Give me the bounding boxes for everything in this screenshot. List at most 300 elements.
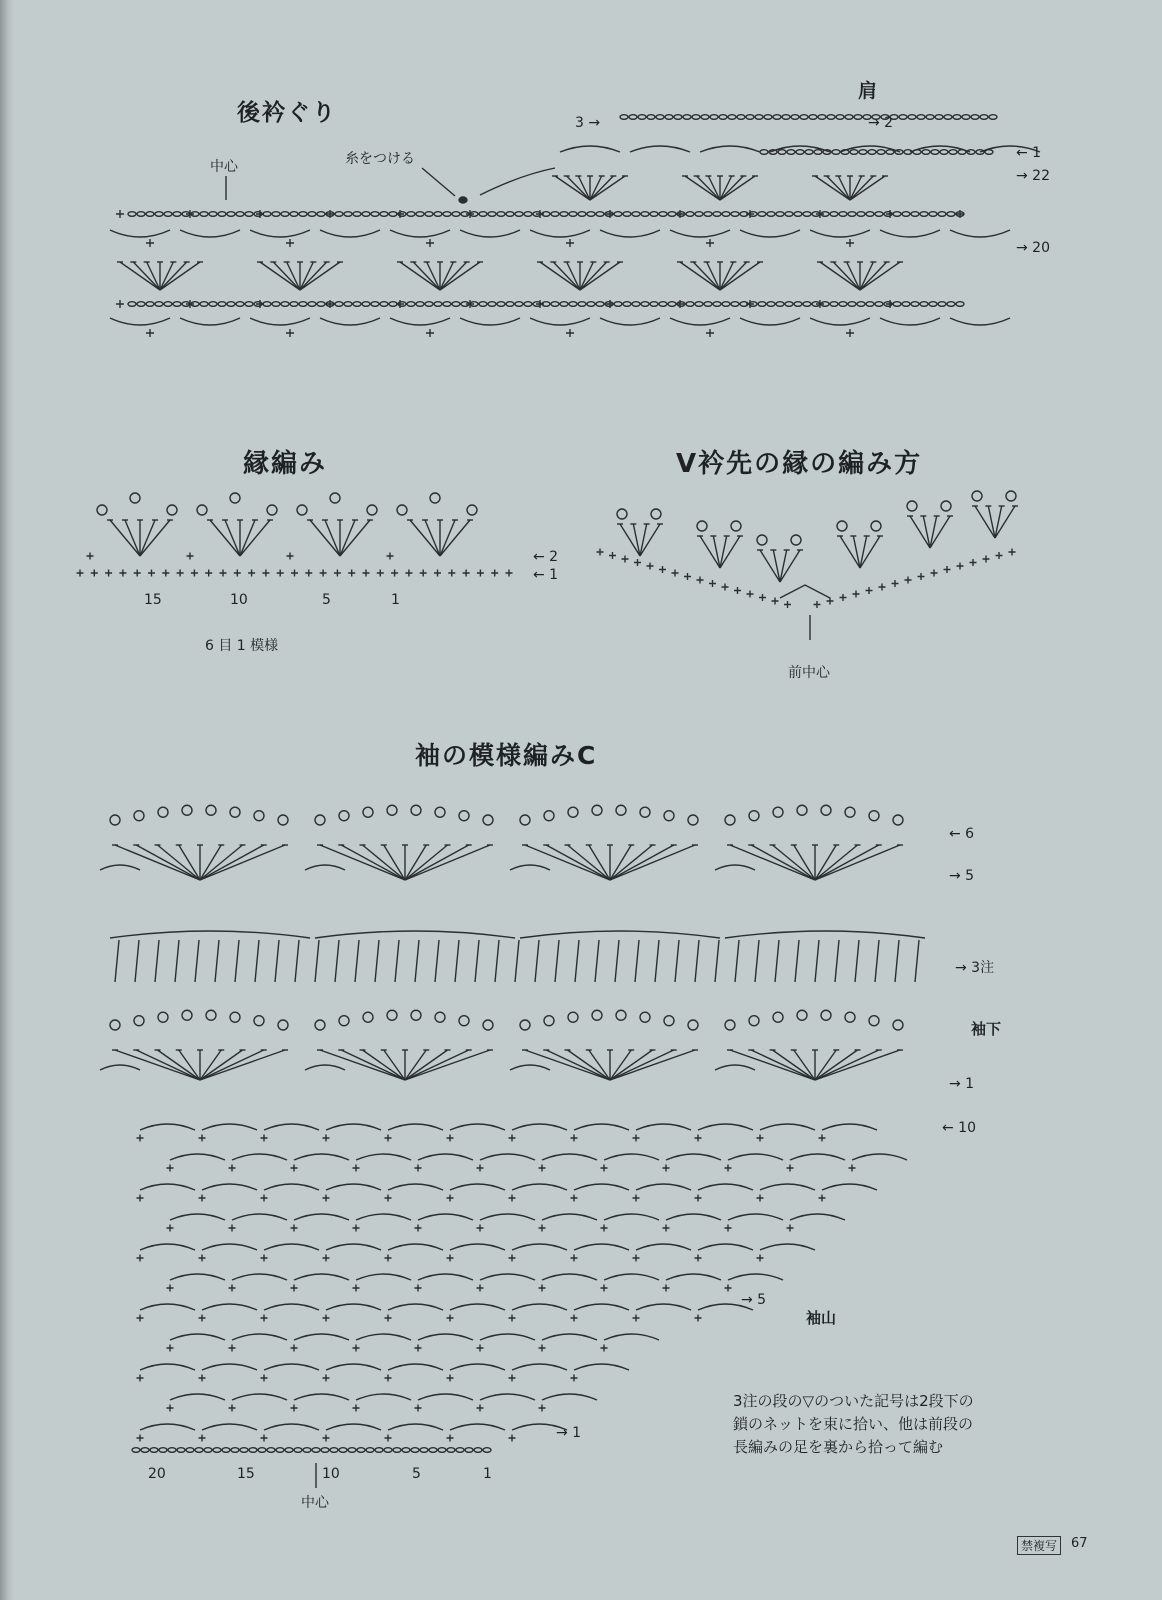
double-crochet-mark: [833, 262, 860, 290]
chain-arch: [810, 230, 870, 237]
chain-arch: [326, 1184, 381, 1190]
chain-mark: [710, 115, 718, 120]
single-crochet-mark: [229, 1285, 236, 1292]
chain-arch: [356, 1154, 411, 1160]
chain-arch: [232, 1334, 287, 1340]
single-crochet-mark: [447, 1435, 454, 1442]
picot-mark: [435, 807, 445, 817]
double-crochet-mark: [525, 1050, 610, 1080]
double-crochet-mark: [225, 520, 240, 556]
chain-mark: [949, 150, 957, 155]
chain-mark: [596, 302, 604, 307]
chain-arch: [480, 1334, 535, 1340]
chain-mark: [245, 212, 253, 217]
chain-mark: [841, 150, 849, 155]
chain-arch: [512, 1364, 567, 1370]
sleeve-stitch-number: 1: [483, 1466, 492, 1482]
chain-mark: [578, 212, 586, 217]
single-crochet-mark: [177, 570, 184, 577]
chain-arch: [950, 230, 1010, 237]
chain-mark: [263, 212, 271, 217]
single-crochet-mark: [261, 1255, 268, 1262]
edging-stitch-number: 15: [144, 592, 162, 608]
single-crochet-mark: [146, 239, 154, 247]
picot-mark: [821, 1010, 831, 1020]
single-crochet-mark: [506, 570, 513, 577]
picot-mark: [520, 1020, 530, 1030]
chain-arch: [728, 1274, 783, 1280]
double-crochet-mark: [815, 1050, 858, 1080]
single-crochet-mark: [261, 1375, 268, 1382]
single-crochet-mark: [944, 566, 951, 573]
sleeve-row-label: ← 10: [942, 1120, 976, 1136]
chain-mark: [353, 212, 361, 217]
single-crochet-mark: [447, 1195, 454, 1202]
back-neck-chart: [110, 115, 1040, 337]
chain-mark: [758, 212, 766, 217]
sleeve-title: 袖の模様編みC: [415, 741, 598, 770]
chain-mark: [731, 212, 739, 217]
single-crochet-mark: [477, 1285, 484, 1292]
back-neck-center-label: 中心: [210, 159, 238, 175]
chain-mark: [506, 302, 514, 307]
chain-mark: [258, 1448, 266, 1453]
picot-mark: [972, 491, 982, 501]
double-crochet-mark: [795, 940, 799, 982]
chain-mark: [362, 212, 370, 217]
chain-arch: [294, 1274, 349, 1280]
chain-mark: [164, 212, 172, 217]
single-crochet-mark: [509, 1255, 516, 1262]
double-crochet-mark: [140, 520, 170, 556]
picot-mark: [845, 807, 855, 817]
chain-arch: [604, 1154, 659, 1160]
chain-arch: [100, 865, 140, 870]
single-crochet-mark: [277, 570, 284, 577]
single-crochet-mark: [434, 570, 441, 577]
single-crochet-mark: [957, 563, 964, 570]
double-crochet-mark: [115, 1050, 200, 1080]
chain-arch: [180, 230, 240, 237]
chain-arch: [512, 1184, 567, 1190]
picot-mark: [97, 505, 107, 515]
chain-arch: [530, 230, 590, 237]
picot-mark: [315, 815, 325, 825]
single-crochet-mark: [291, 1285, 298, 1292]
chain-mark: [773, 115, 781, 120]
chain-mark: [956, 302, 964, 307]
single-crochet-mark: [167, 1225, 174, 1232]
single-crochet-mark: [787, 1165, 794, 1172]
single-crochet-mark: [353, 1285, 360, 1292]
single-crochet-mark: [634, 559, 641, 566]
chain-arch: [880, 318, 940, 325]
picot-mark: [278, 815, 288, 825]
chain-arch: [542, 1154, 597, 1160]
chain-arch: [450, 1124, 505, 1130]
chain-arch: [728, 1214, 783, 1220]
chain-mark: [281, 212, 289, 217]
picot-mark: [110, 815, 120, 825]
chain-mark: [272, 302, 280, 307]
picot-mark: [459, 1016, 469, 1026]
double-crochet-mark: [675, 940, 679, 982]
chain-mark: [380, 212, 388, 217]
chain-arch: [574, 1364, 629, 1370]
double-crochet-mark: [697, 176, 720, 200]
chain-arch: [450, 1304, 505, 1310]
double-crochet-mark: [815, 1050, 900, 1080]
chain-arch: [110, 318, 170, 325]
chain-arch: [390, 230, 450, 237]
chain-mark: [317, 212, 325, 217]
single-crochet-mark: [387, 553, 394, 560]
chain-mark: [686, 212, 694, 217]
chain-arch: [950, 318, 1010, 325]
chain-arch: [728, 1154, 783, 1160]
chain-mark: [515, 212, 523, 217]
chain-arch: [294, 1214, 349, 1220]
single-crochet-mark: [757, 1135, 764, 1142]
chain-mark: [767, 302, 775, 307]
double-crochet-mark: [546, 1050, 610, 1080]
double-crochet-mark: [200, 845, 264, 880]
chain-mark: [317, 302, 325, 307]
chain-mark: [281, 302, 289, 307]
chain-mark: [438, 1448, 446, 1453]
double-crochet-mark: [295, 940, 299, 982]
chain-arch: [852, 1154, 907, 1160]
chain-mark: [794, 212, 802, 217]
chain-arch: [530, 318, 590, 325]
chain-mark: [929, 212, 937, 217]
chain-mark: [578, 302, 586, 307]
chain-arch: [388, 1244, 443, 1250]
picot-mark: [871, 521, 881, 531]
double-crochet-mark: [405, 845, 448, 880]
picot-mark: [182, 805, 192, 815]
chain-mark: [465, 1448, 473, 1453]
single-crochet-mark: [248, 570, 255, 577]
picot-mark: [664, 1016, 674, 1026]
double-crochet-mark: [335, 940, 339, 982]
single-crochet-mark: [722, 584, 729, 591]
picot-mark: [483, 1020, 493, 1030]
chain-mark: [321, 1448, 329, 1453]
picot-mark: [130, 493, 140, 503]
single-crochet-mark: [827, 598, 834, 605]
chain-mark: [938, 212, 946, 217]
single-crochet-mark: [199, 1375, 206, 1382]
picot-mark: [278, 1020, 288, 1030]
chain-arch: [636, 1304, 691, 1310]
sleeve-row-label: → 1: [556, 1425, 582, 1441]
single-crochet-mark: [323, 1255, 330, 1262]
single-crochet-mark: [353, 1405, 360, 1412]
neck-row-label: → 2: [868, 115, 894, 131]
single-crochet-mark: [633, 1255, 640, 1262]
picot-mark: [367, 505, 377, 515]
double-crochet-mark: [827, 176, 850, 200]
double-crochet-mark: [730, 845, 815, 880]
single-crochet-mark: [199, 1435, 206, 1442]
picot-mark: [411, 805, 421, 815]
sleeve-stitch-number: 15: [237, 1466, 255, 1482]
chain-mark: [917, 115, 925, 120]
neck-row-label: → 22: [1016, 168, 1050, 184]
neck-row-label: ← 1: [1016, 145, 1042, 161]
v-point: [780, 585, 830, 598]
single-crochet-mark: [385, 1135, 392, 1142]
sleeve-stitch-number: 5: [412, 1466, 421, 1482]
double-crochet-mark: [495, 940, 499, 982]
chain-arch: [356, 1214, 411, 1220]
single-crochet-mark: [819, 1195, 826, 1202]
chain-mark: [800, 115, 808, 120]
single-crochet-mark: [840, 594, 847, 601]
picot-mark: [387, 805, 397, 815]
chain-mark: [947, 212, 955, 217]
single-crochet-mark: [491, 570, 498, 577]
chain-mark: [848, 212, 856, 217]
single-crochet-mark: [348, 570, 355, 577]
chain-mark: [893, 302, 901, 307]
chain-arch: [140, 1184, 195, 1190]
single-crochet-mark: [983, 556, 990, 563]
single-crochet-mark: [119, 570, 126, 577]
single-crochet-mark: [747, 591, 754, 598]
double-crochet-mark: [415, 940, 419, 982]
double-crochet-mark: [515, 940, 519, 982]
chain-arch: [760, 1124, 815, 1130]
chain-mark: [938, 302, 946, 307]
chain-mark: [551, 302, 559, 307]
chain-mark: [980, 115, 988, 120]
chain-arch: [170, 1394, 225, 1400]
chain-mark: [776, 302, 784, 307]
single-crochet-mark: [695, 1135, 702, 1142]
chain-mark: [209, 212, 217, 217]
chain-mark: [683, 115, 691, 120]
chain-arch: [264, 1184, 319, 1190]
edging-stitch-number: 5: [322, 592, 331, 608]
edging-stitch-number: 10: [230, 592, 248, 608]
edging-row-label: ← 1: [533, 567, 559, 583]
chain-mark: [650, 302, 658, 307]
chain-arch: [170, 1274, 225, 1280]
chain-arch: [790, 1214, 845, 1220]
chain-arch: [264, 1424, 319, 1430]
chain-arch: [202, 1364, 257, 1370]
double-crochet-mark: [160, 262, 187, 290]
chain-mark: [479, 212, 487, 217]
chain-mark: [434, 302, 442, 307]
double-crochet-mark: [315, 940, 319, 982]
single-crochet-mark: [261, 1135, 268, 1142]
single-crochet-mark: [191, 570, 198, 577]
chain-mark: [488, 212, 496, 217]
chain-mark: [407, 212, 415, 217]
picot-mark: [158, 807, 168, 817]
single-crochet-mark: [391, 570, 398, 577]
chain-arch: [604, 1214, 659, 1220]
chain-arch: [418, 1334, 473, 1340]
single-crochet-mark: [601, 1225, 608, 1232]
single-crochet-mark: [571, 1255, 578, 1262]
double-crochet-mark: [325, 520, 340, 556]
double-crochet-mark: [200, 1050, 285, 1080]
chain-arch: [305, 865, 345, 870]
chain-arch: [140, 1304, 195, 1310]
chain-arch: [600, 318, 660, 325]
chain-mark: [483, 1448, 491, 1453]
double-crochet-mark: [693, 262, 720, 290]
single-crochet-mark: [566, 329, 574, 337]
chain-mark: [560, 212, 568, 217]
single-crochet-mark: [286, 239, 294, 247]
chain-mark: [141, 1448, 149, 1453]
single-crochet-mark: [477, 1345, 484, 1352]
double-crochet-mark: [158, 1050, 201, 1080]
single-crochet-mark: [353, 1225, 360, 1232]
chain-mark: [488, 302, 496, 307]
chain-arch: [450, 1184, 505, 1190]
double-crochet-mark: [235, 940, 239, 982]
chain-mark: [623, 302, 631, 307]
single-crochet-mark: [334, 570, 341, 577]
double-crochet-mark: [475, 940, 479, 982]
single-crochet-mark: [866, 587, 873, 594]
chain-mark: [236, 302, 244, 307]
attach-yarn-label: 糸をつける: [345, 151, 415, 167]
single-crochet-mark: [229, 1345, 236, 1352]
chain-arch: [574, 1184, 629, 1190]
picot-mark: [430, 493, 440, 503]
picot-mark: [206, 805, 216, 815]
picot-mark: [797, 805, 807, 815]
single-crochet-mark: [571, 1375, 578, 1382]
double-crochet-mark: [535, 940, 539, 982]
picot-mark: [483, 815, 493, 825]
chain-arch: [294, 1394, 349, 1400]
chain-mark: [803, 302, 811, 307]
single-crochet-mark: [116, 210, 124, 218]
chain-arch: [512, 1304, 567, 1310]
chain-mark: [366, 1448, 374, 1453]
single-crochet-mark: [672, 570, 679, 577]
double-crochet-mark: [546, 845, 610, 880]
single-crochet-mark: [199, 1195, 206, 1202]
chain-mark: [857, 212, 865, 217]
single-crochet-mark: [918, 573, 925, 580]
double-crochet-mark: [115, 940, 119, 982]
picot-mark: [893, 1020, 903, 1030]
picot-mark: [568, 1012, 578, 1022]
chain-mark: [222, 1448, 230, 1453]
chain-arch: [880, 230, 940, 237]
single-crochet-mark: [420, 570, 427, 577]
chain-mark: [791, 115, 799, 120]
single-crochet-mark: [187, 553, 194, 560]
single-crochet-mark: [996, 552, 1003, 559]
picot-mark: [544, 1016, 554, 1026]
chain-arch: [666, 1274, 721, 1280]
chain-mark: [647, 115, 655, 120]
single-crochet-mark: [734, 587, 741, 594]
single-crochet-mark: [905, 577, 912, 584]
picot-mark: [520, 815, 530, 825]
chain-mark: [303, 1448, 311, 1453]
chain-arch: [264, 1364, 319, 1370]
chain-arch: [326, 1364, 381, 1370]
picot-mark: [640, 1012, 650, 1022]
picot-mark: [134, 1016, 144, 1026]
double-crochet-mark: [615, 940, 619, 982]
chain-arch: [250, 230, 310, 237]
picot-mark: [467, 505, 477, 515]
chain-mark: [971, 115, 979, 120]
picot-mark: [339, 1016, 349, 1026]
picot-mark: [617, 509, 627, 519]
double-crochet-mark: [140, 520, 155, 556]
picot-mark: [845, 1012, 855, 1022]
picot-mark: [869, 811, 879, 821]
chain-mark: [695, 212, 703, 217]
double-crochet-mark: [575, 940, 579, 982]
chain-mark: [854, 115, 862, 120]
picot-mark: [411, 1010, 421, 1020]
chain-mark: [857, 302, 865, 307]
v-neck-title: V衿先の縁の編み方: [676, 449, 923, 479]
chain-arch: [170, 1154, 225, 1160]
chain-arch: [202, 1304, 257, 1310]
chain-mark: [947, 302, 955, 307]
chain-mark: [722, 212, 730, 217]
single-crochet-mark: [162, 570, 169, 577]
chain-arch: [202, 1184, 257, 1190]
chain-mark: [384, 1448, 392, 1453]
double-crochet-mark: [341, 845, 405, 880]
double-crochet-mark: [895, 940, 899, 982]
picot-mark: [110, 1020, 120, 1030]
single-crochet-mark: [385, 1375, 392, 1382]
chain-mark: [497, 212, 505, 217]
chain-mark: [389, 302, 397, 307]
single-crochet-mark: [385, 1195, 392, 1202]
chain-mark: [731, 302, 739, 307]
chain-mark: [866, 212, 874, 217]
chain-mark: [200, 302, 208, 307]
chain-mark: [935, 115, 943, 120]
chain-mark: [953, 115, 961, 120]
chain-mark: [227, 212, 235, 217]
single-crochet-mark: [261, 1195, 268, 1202]
chain-mark: [764, 115, 772, 120]
chain-arch: [388, 1124, 443, 1130]
double-crochet-mark: [610, 845, 695, 880]
chain-mark: [285, 1448, 293, 1453]
single-crochet-mark: [426, 239, 434, 247]
chain-mark: [204, 1448, 212, 1453]
chain-mark: [704, 302, 712, 307]
single-crochet-mark: [477, 1405, 484, 1412]
chain-arch: [388, 1304, 443, 1310]
double-crochet-mark: [195, 940, 199, 982]
single-crochet-mark: [787, 1225, 794, 1232]
picot-mark: [749, 1016, 759, 1026]
double-crochet-mark: [525, 845, 610, 880]
chain-arch: [698, 1184, 753, 1190]
